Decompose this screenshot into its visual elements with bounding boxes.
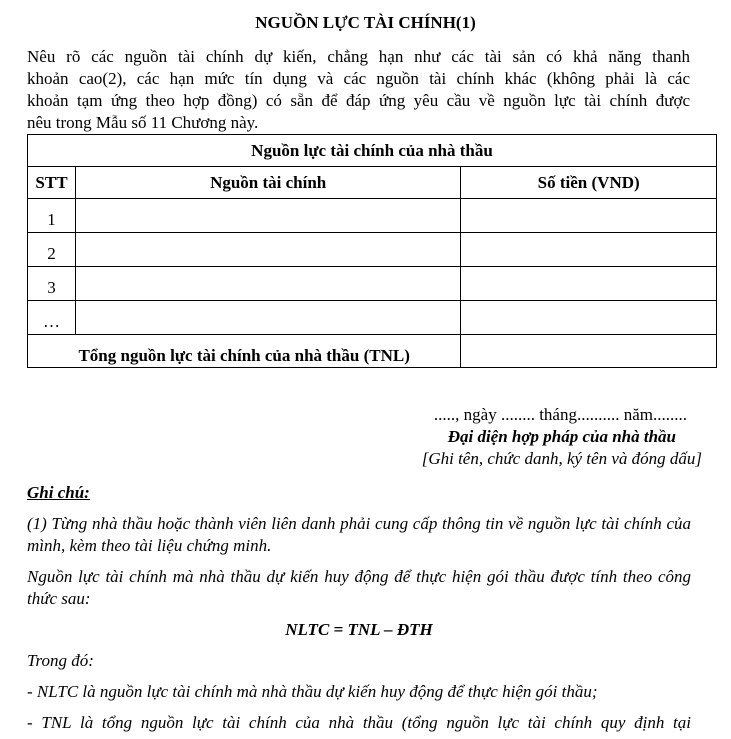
row-number: 3: [28, 267, 76, 301]
intro-paragraph: [27, 46, 690, 134]
source-cell[interactable]: [75, 267, 460, 301]
intro-line: Nêu rõ các nguồn tài chính dự kiến, chẳng hạn như các tài sản có khả năng thanh: [27, 47, 690, 66]
source-cell[interactable]: [75, 301, 460, 335]
amount-cell[interactable]: [461, 301, 717, 335]
row-number: …: [28, 301, 76, 335]
notes-heading: Ghi chú:: [27, 483, 90, 502]
total-label: Tổng nguồn lực tài chính của nhà thầu (TNL): [28, 335, 461, 368]
note-paragraph: - NLTC là nguồn lực tài chính mà nhà thầu dự kiến huy động để thực hiện gói thầu;: [27, 682, 598, 701]
note-paragraph: Nguồn lực tài chính mà nhà thầu dự kiến huy động để thực hiện gói thầu được tính theo công thức sau:: [27, 567, 691, 608]
table-caption: Nguồn lực tài chính của nhà thầu: [28, 135, 717, 167]
signature-instruction: [Ghi tên, chức danh, ký tên và đóng dấu]: [421, 449, 702, 468]
date-line: ....., ngày ........ tháng.......... năm........: [433, 405, 687, 424]
financial-resources-table: [27, 134, 717, 368]
signature-block: [422, 404, 702, 470]
table-row: [28, 267, 717, 301]
column-header-stt: STT: [28, 167, 76, 199]
total-amount-cell[interactable]: [461, 335, 717, 368]
amount-cell[interactable]: [461, 267, 717, 301]
document-title: NGUỒN LỰC TÀI CHÍNH(1): [255, 13, 476, 32]
total-row: [28, 335, 717, 368]
intro-line: khoản cao(2), các hạn mức tín dụng và các nguồn tài chính khác (không phải là các: [27, 69, 690, 88]
row-number: 2: [28, 233, 76, 267]
representative-label: Đại diện hợp pháp của nhà thầu: [447, 427, 676, 446]
source-cell[interactable]: [75, 233, 460, 267]
column-header-source: Nguồn tài chính: [75, 167, 460, 199]
column-header-amount: Số tiền (VND): [461, 167, 717, 199]
row-number: 1: [28, 199, 76, 233]
intro-line: nêu trong Mẫu số 11 Chương này.: [27, 113, 259, 132]
table-row: [28, 233, 717, 267]
table-row: [28, 301, 717, 335]
notes-section: [27, 482, 691, 734]
table-row: [28, 199, 717, 233]
intro-line: khoản tạm ứng theo hợp đồng) có sẵn để đáp ứng yêu cầu về nguồn lực tài chính được: [27, 91, 690, 110]
amount-cell[interactable]: [461, 199, 717, 233]
note-paragraph: (1) Từng nhà thầu hoặc thành viên liên danh phải cung cấp thông tin về nguồn lực tài chính của mình, kèm theo tài liệu chứng minh.: [27, 514, 691, 555]
source-cell[interactable]: [75, 199, 460, 233]
note-paragraph: Trong đó:: [27, 651, 94, 670]
formula: NLTC = TNL – ĐTH: [285, 620, 433, 639]
note-paragraph: - TNL là tổng nguồn lực tài chính của nhà thầu (tổng nguồn lực tài chính quy định tại: [27, 713, 691, 732]
amount-cell[interactable]: [461, 233, 717, 267]
